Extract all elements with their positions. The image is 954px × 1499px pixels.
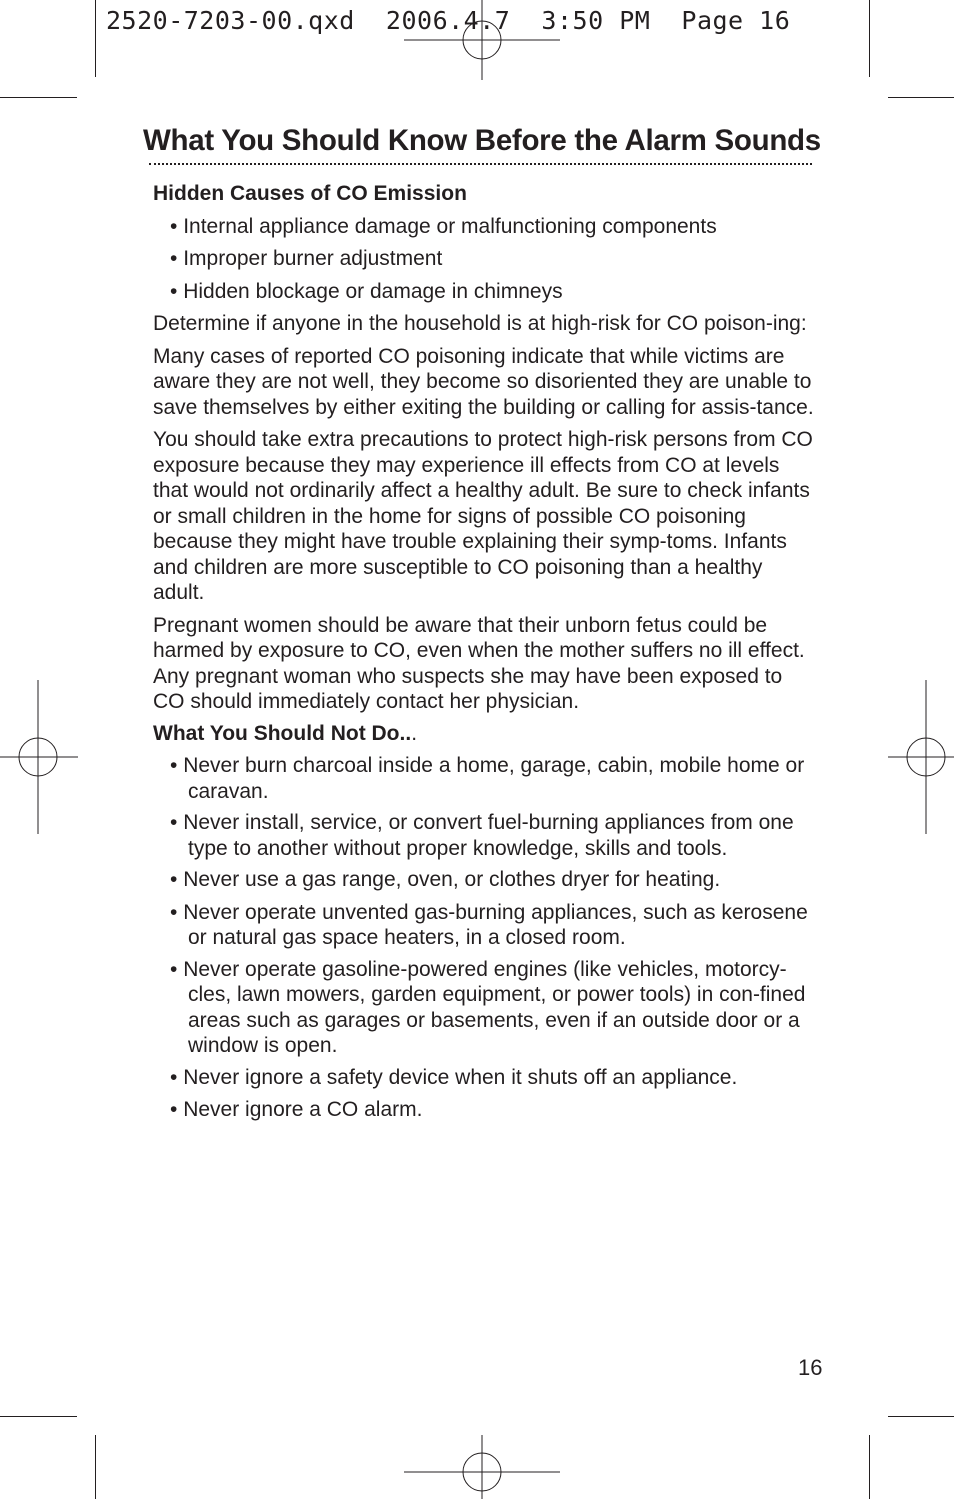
list-item: • Never ignore a safety device when it shuts off an appliance. (153, 1065, 818, 1091)
file-slug: 2520-7203-00.qxd 2006.4.7 3:50 PM Page 16 (106, 6, 791, 35)
should-not-do-heading: What You Should Not Do.. (153, 721, 412, 745)
registration-mark-bottom (404, 1435, 560, 1499)
list-item: • Never burn charcoal inside a home, garage, cabin, mobile home or caravan. (153, 753, 818, 804)
crop-mark-top-left-v (95, 0, 96, 77)
registration-mark-top (404, 0, 560, 80)
crop-mark-top-right-h (888, 97, 954, 98)
list-item: • Improper burner adjustment (153, 246, 818, 272)
crop-mark-bottom-left-v (95, 1435, 96, 1499)
crop-mark-top-right-v (869, 0, 870, 77)
crop-mark-bottom-right-h (888, 1416, 954, 1417)
list-item: • Never install, service, or convert fuel-burning appliances from one type to another without proper knowledge, skills and tools. (153, 810, 818, 861)
title-dotted-rule (149, 163, 812, 165)
list-item: • Never operate gasoline-powered engines (like vehicles, motorcy-cles, lawn mowers, garden equipment, or power tools) in con-fined areas such as garages or basements, even if an outside door or a window is open. (153, 957, 818, 1059)
list-item: • Never ignore a CO alarm. (153, 1097, 818, 1123)
paragraph-pregnant-women: Pregnant women should be aware that their unborn fetus could be harmed by exposure to CO, even when the mother suffers no ill effect. Any pregnant woman who suspects she may have been exposed to CO should immediately contact her physician. (153, 613, 805, 713)
list-item: • Never use a gas range, oven, or clothes dryer for heating. (153, 867, 818, 893)
page-title: What You Should Know Before the Alarm Sounds (143, 124, 821, 157)
crop-mark-top-left-h (0, 97, 77, 98)
main-content (153, 181, 818, 1123)
page-number: 16 (798, 1355, 823, 1380)
paragraph-disoriented: Many cases of reported CO poisoning indicate that while victims are aware they are not well, they become so disoriented they are unable to save themselves by either exiting the building or calling for assis-tance. (153, 344, 814, 419)
registration-mark-right (888, 680, 954, 834)
heading-suffix: . (411, 721, 418, 745)
paragraph-high-risk: Determine if anyone in the household is at high-risk for CO poison-ing: (153, 312, 807, 335)
crop-mark-bottom-left-h (0, 1416, 77, 1417)
crop-mark-bottom-right-v (869, 1435, 870, 1499)
registration-mark-left (0, 680, 78, 834)
should-not-do-heading-line (153, 721, 818, 747)
paragraph-precautions: You should take extra precautions to protect high-risk persons from CO exposure because they may experience ill effects from CO at levels that would not ordinarily affect a healthy adult. Be sure to check infants or small children in the home for signs of possible CO poisoning because they might have trouble explaining their symp-toms. Infants and children are more susceptible to CO poisoning than a healthy adult. (153, 428, 813, 604)
list-item: • Hidden blockage or damage in chimneys (153, 279, 818, 305)
hidden-causes-heading: Hidden Causes of CO Emission (153, 182, 467, 205)
list-item: • Never operate unvented gas-burning appliances, such as kerosene or natural gas space heaters, in a closed room. (153, 900, 818, 951)
list-item: • Internal appliance damage or malfunctioning components (153, 214, 818, 240)
